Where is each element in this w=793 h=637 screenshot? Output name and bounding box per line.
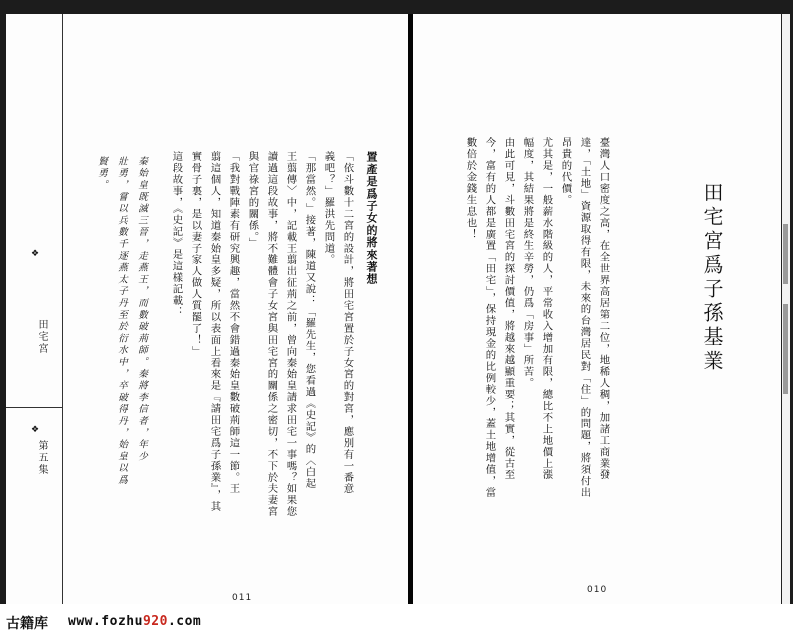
- watermark-site-name: 古籍库: [6, 616, 48, 632]
- paragraph-line: 臺灣人口密度之高，在全世界高居第二位，地稀人稠，加諸工商業發: [597, 137, 610, 481]
- quote-line: 賢勇。: [96, 156, 107, 192]
- paragraph-line: 尤其是，一般薪水階級的人，平常收入增加有限，總比不上地價上漲: [540, 137, 553, 481]
- running-title: 田宅宮: [36, 319, 47, 355]
- chapter-title: 田宅宮爲子孫基業: [700, 182, 724, 374]
- paragraph-line: 昂貴的代價。: [559, 137, 572, 206]
- paragraph-line: 翦這個人，知道秦始皇多疑，所以表面上看來是『請田宅爲子孫業』，其: [208, 151, 221, 513]
- section-heading: 置產是爲子女的將來著想: [365, 151, 378, 286]
- page-number: 011: [232, 593, 253, 603]
- paragraph-line: 實骨子裏，是以妻子家人做人質罷了！」: [189, 151, 202, 358]
- diamond-ornament-icon: ❖: [31, 249, 40, 259]
- diamond-ornament-icon: ❖: [31, 425, 40, 435]
- paragraph-line: 幅度，其結果將是終生辛勞，仍爲「房事」所苦。: [521, 137, 534, 389]
- sidebar-divider: [6, 407, 62, 408]
- paragraph-line: 這段故事，《史記》是這樣記載：: [170, 151, 183, 318]
- paragraph-line: 「那當然。」接著，陳道又說：「羅先生，您看過《史記》的〈白起: [303, 151, 316, 490]
- quote-line: 秦始皇既滅三晉，走燕王，而數破荊師。秦將李信者，年少: [136, 156, 147, 463]
- paragraph-line: 讀過這段故事，將不難體會子女宮與田宅宮的關係之密切，不下於夫妻宮: [265, 151, 278, 518]
- paragraph-line: 「依斗數十二宮的設計，將田宅宮置於子女宮的對宮，應別有一番意: [341, 151, 354, 495]
- paragraph-line: 今，富有的人都是廣置「田宅」，保持現金的比例較少，蓋土地增值，當: [483, 137, 496, 499]
- quote-line: 壯勇，嘗以兵數千逐燕太子丹至於衍水中，卒破得丹，始皇以爲: [116, 156, 127, 487]
- volume-label: 第五集: [36, 440, 47, 476]
- paragraph-line: 「我對戰陣素有研究興趣，當然不會錯過秦始皇數破荊師這一節。王: [227, 151, 240, 495]
- site-watermark: [0, 604, 793, 637]
- right-page: [413, 14, 781, 604]
- running-header-sidebar: [6, 14, 63, 604]
- paragraph-line: 數倍於金錢生息也！: [464, 137, 477, 241]
- next-page-edge: [781, 14, 790, 604]
- paragraph-line: 義吧？」羅洪先問道。: [322, 151, 335, 266]
- paragraph-line: 由此可見，斗數田宅宮的探討價值，將越來越顯重要；其實，從古至: [502, 137, 515, 481]
- page-number: 010: [587, 585, 608, 595]
- watermark-url: www.fozhu920.com: [68, 614, 202, 629]
- paragraph-line: 王翦傳〉中，記載王翦出征荊之前，曾向秦始皇請求田宅一事嗎？如果您: [284, 151, 297, 518]
- left-page: [6, 14, 408, 604]
- paragraph-line: 達，「土地」資源取得有限，未來的台灣居民對「住」的問題，將須付出: [578, 137, 591, 499]
- paragraph-line: 與官祿宮的關係。」: [246, 151, 259, 249]
